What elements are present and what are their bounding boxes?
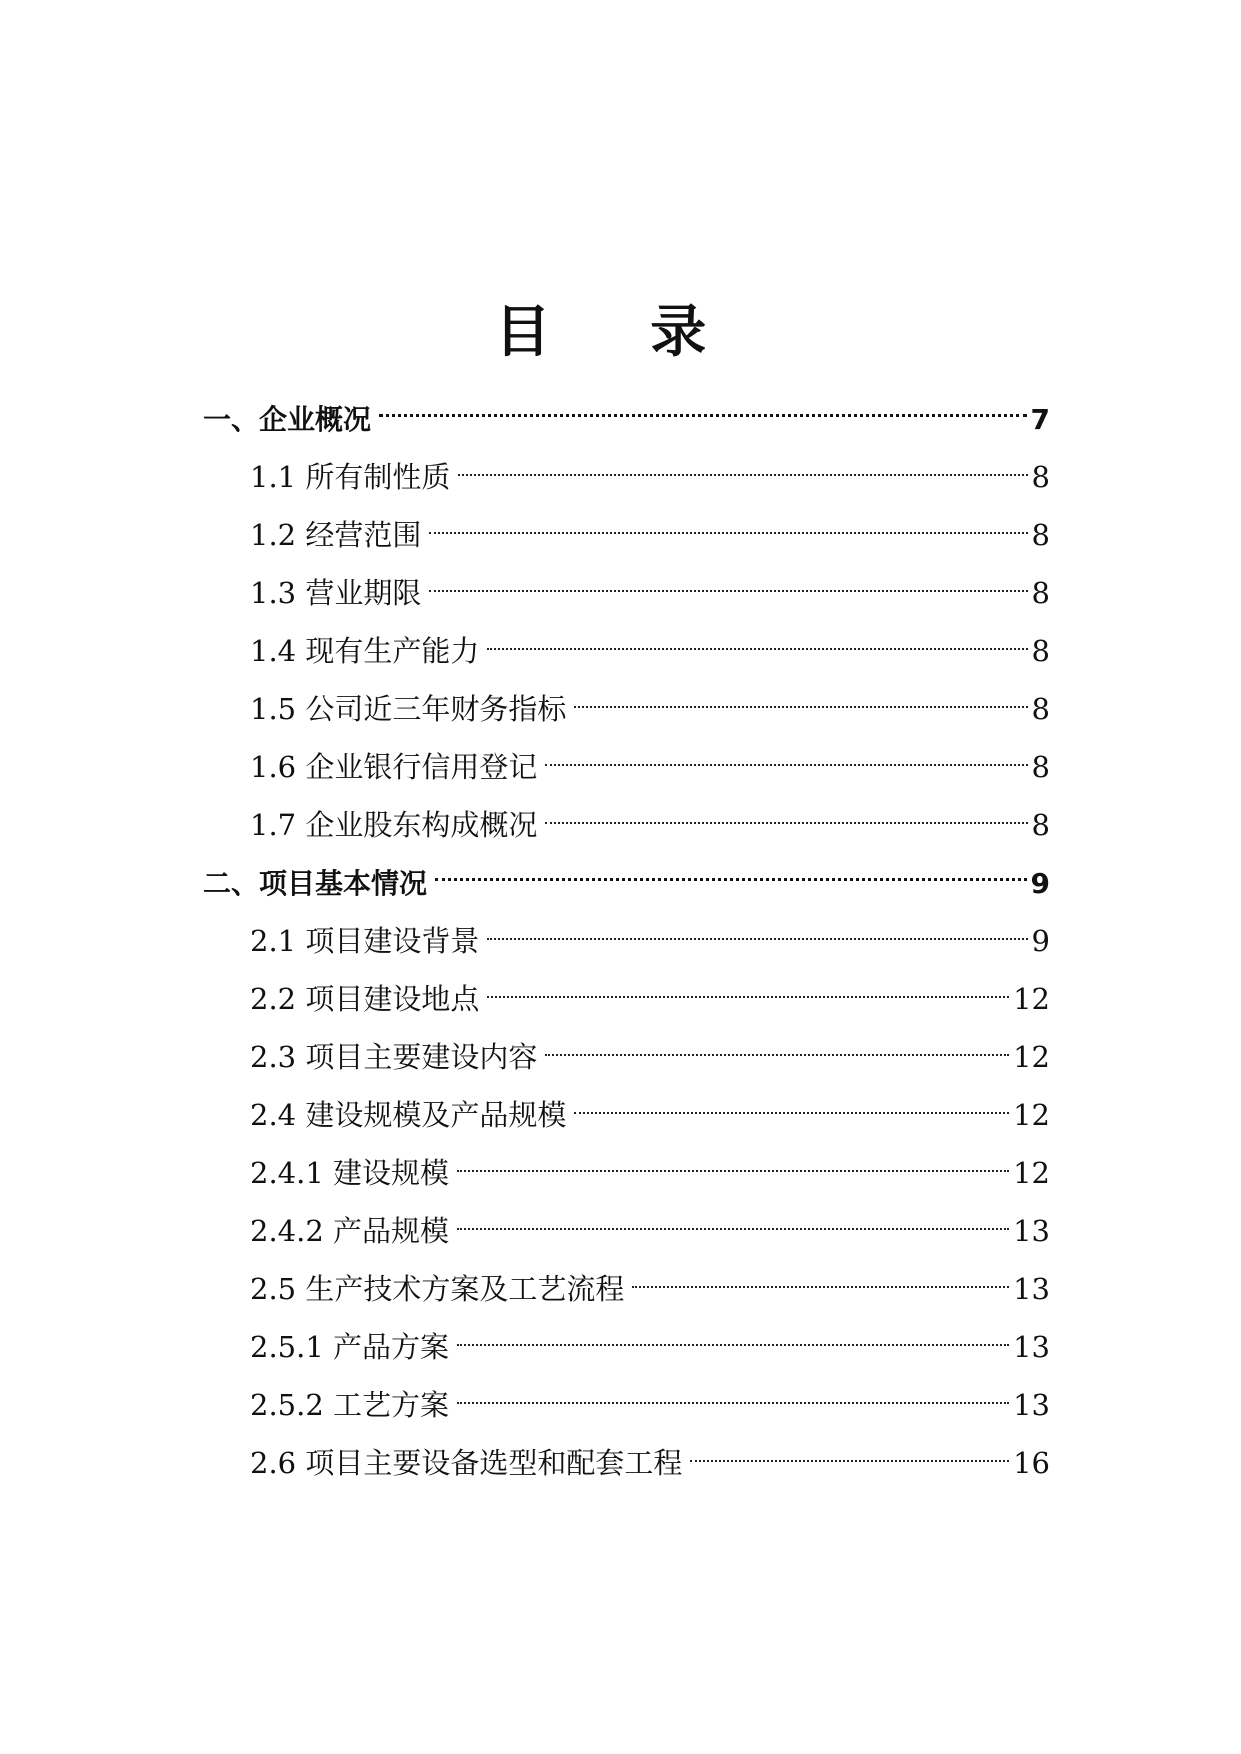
toc-entry[interactable] bbox=[250, 1139, 1050, 1190]
toc-dot-leader bbox=[545, 1023, 1009, 1067]
toc-dot-leader bbox=[574, 1081, 1009, 1125]
toc-page-number: 16 bbox=[1013, 1446, 1050, 1480]
toc-page-number: 9 bbox=[1030, 867, 1050, 900]
toc-entry-label: 2.1 项目建设背景 bbox=[250, 924, 480, 958]
toc-dot-leader bbox=[690, 1429, 1009, 1473]
toc-entry-label: 2.4.2 产品规模 bbox=[250, 1214, 450, 1248]
toc-entry-label: 2.4 建设规模及产品规模 bbox=[250, 1098, 567, 1132]
toc-dot-leader bbox=[487, 617, 1027, 661]
toc-dot-leader bbox=[379, 385, 1027, 429]
toc-entry-label: 2.5 生产技术方案及工艺流程 bbox=[250, 1272, 625, 1306]
toc-dot-leader bbox=[487, 907, 1027, 951]
toc-page-number: 9 bbox=[1031, 924, 1050, 958]
toc-entry[interactable] bbox=[250, 559, 1050, 610]
toc-page-number: 8 bbox=[1031, 518, 1050, 552]
toc-page-number: 13 bbox=[1013, 1272, 1050, 1306]
toc-entry-label: 2.3 项目主要建设内容 bbox=[250, 1040, 538, 1074]
toc-page-number: 13 bbox=[1013, 1330, 1050, 1364]
toc-entry-label: 1.6 企业银行信用登记 bbox=[250, 750, 538, 784]
toc-page-number: 8 bbox=[1031, 808, 1050, 842]
toc-page-number: 12 bbox=[1013, 1098, 1050, 1132]
toc-entry-label: 2.2 项目建设地点 bbox=[250, 982, 480, 1016]
toc-dot-leader bbox=[487, 965, 1009, 1009]
toc-entry[interactable] bbox=[250, 1371, 1050, 1422]
toc-entry-label: 一、企业概况 bbox=[203, 403, 372, 436]
toc-entry-label: 1.4 现有生产能力 bbox=[250, 634, 480, 668]
toc-entry[interactable] bbox=[203, 385, 1050, 436]
toc-dot-leader bbox=[458, 443, 1027, 487]
toc-dot-leader bbox=[457, 1371, 1009, 1415]
toc-page-number: 13 bbox=[1013, 1388, 1050, 1422]
toc-page-number: 12 bbox=[1013, 982, 1050, 1016]
toc-page-number: 7 bbox=[1030, 403, 1050, 436]
toc-entry[interactable] bbox=[250, 965, 1050, 1016]
toc-entry-label: 1.7 企业股东构成概况 bbox=[250, 808, 538, 842]
toc-entry-label: 1.2 经营范围 bbox=[250, 518, 422, 552]
toc-entry[interactable] bbox=[250, 1313, 1050, 1364]
toc-entry[interactable] bbox=[250, 1255, 1050, 1306]
toc-page-number: 8 bbox=[1031, 576, 1050, 610]
toc-page-number: 8 bbox=[1031, 692, 1050, 726]
toc-page-number: 12 bbox=[1013, 1040, 1050, 1074]
toc-entry[interactable] bbox=[250, 501, 1050, 552]
toc-entry[interactable] bbox=[250, 733, 1050, 784]
toc-entry[interactable] bbox=[250, 1081, 1050, 1132]
toc-entry-label: 2.5.2 工艺方案 bbox=[250, 1388, 450, 1422]
toc-dot-leader bbox=[429, 501, 1027, 545]
toc-entry[interactable] bbox=[250, 1023, 1050, 1074]
toc-dot-leader bbox=[545, 791, 1027, 835]
toc-dot-leader bbox=[574, 675, 1027, 719]
toc-page-number: 8 bbox=[1031, 750, 1050, 784]
toc-dot-leader bbox=[632, 1255, 1009, 1299]
toc-entry[interactable] bbox=[250, 1197, 1050, 1248]
toc-entry[interactable] bbox=[203, 849, 1050, 900]
toc-page-number: 13 bbox=[1013, 1214, 1050, 1248]
toc-page-number: 12 bbox=[1013, 1156, 1050, 1190]
toc-dot-leader bbox=[435, 849, 1027, 893]
toc-page-number: 8 bbox=[1031, 460, 1050, 494]
toc-entry[interactable] bbox=[250, 1429, 1050, 1480]
toc-entry[interactable] bbox=[250, 675, 1050, 726]
toc-entry[interactable] bbox=[250, 617, 1050, 668]
toc-entry[interactable] bbox=[250, 443, 1050, 494]
toc-dot-leader bbox=[457, 1313, 1009, 1357]
toc-entry-label: 2.6 项目主要设备选型和配套工程 bbox=[250, 1446, 683, 1480]
toc-entry-label: 1.1 所有制性质 bbox=[250, 460, 451, 494]
toc-entry-label: 1.3 营业期限 bbox=[250, 576, 422, 610]
toc-page-number: 8 bbox=[1031, 634, 1050, 668]
toc-dot-leader bbox=[429, 559, 1027, 603]
toc-entry-label: 二、项目基本情况 bbox=[203, 867, 428, 900]
toc-dot-leader bbox=[457, 1139, 1009, 1183]
toc-dot-leader bbox=[457, 1197, 1009, 1241]
page-title: 目 录 bbox=[494, 300, 747, 365]
toc-entry-label: 2.5.1 产品方案 bbox=[250, 1330, 450, 1364]
toc-dot-leader bbox=[545, 733, 1027, 777]
toc-entry-label: 2.4.1 建设规模 bbox=[250, 1156, 450, 1190]
toc-entry[interactable] bbox=[250, 791, 1050, 842]
toc-entry[interactable] bbox=[250, 907, 1050, 958]
toc-entry-label: 1.5 公司近三年财务指标 bbox=[250, 692, 567, 726]
